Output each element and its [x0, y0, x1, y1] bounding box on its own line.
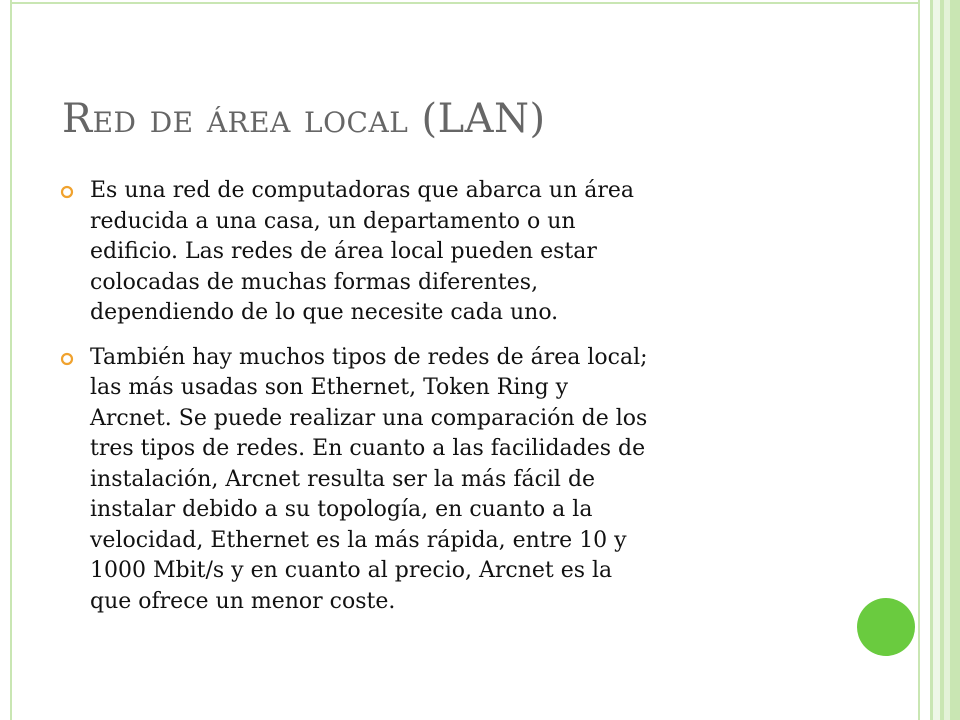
bullet-ring-icon	[60, 185, 74, 199]
bullet-line: instalación, Arcnet resulta ser la más fácil de	[90, 466, 596, 492]
slide-title: Red de área local (LAN)	[62, 96, 546, 142]
bullet-line: colocadas de muchas formas diferentes,	[90, 269, 539, 295]
bullet-line: 1000 Mbit/s y en cuanto al precio, Arcnet es la	[90, 558, 613, 583]
frame-top-line	[10, 2, 918, 4]
bullet-line: tres tipos de redes. En cuanto a las facilidades de	[90, 436, 646, 461]
slide-body	[60, 176, 820, 631]
bullet-item	[60, 176, 820, 329]
decorative-green-circle	[857, 598, 915, 656]
bullet-text	[90, 176, 820, 329]
bullet-line: instalar debido a su topología, en cuanto a la	[90, 497, 593, 522]
bullet-line: dependiendo de lo que necesite cada uno.	[90, 300, 559, 325]
bullet-line: reducida a una casa, un departamento o un	[90, 208, 576, 234]
bullet-line: las más usadas son Ethernet, Token Ring y	[90, 375, 569, 400]
bullet-line: velocidad, Ethernet es la más rápida, entre 10 y	[90, 527, 627, 553]
bullet-line: Arcnet. Se puede realizar una comparación de los	[90, 405, 648, 431]
bullet-line: que ofrece un menor coste.	[90, 588, 396, 614]
decorative-stripe	[920, 0, 930, 720]
frame-left-line	[10, 0, 12, 720]
decorative-stripe	[933, 0, 940, 720]
bullet-text	[90, 343, 820, 618]
bullet-line: También hay muchos tipos de redes de área local;	[90, 344, 648, 370]
bullet-ring-icon	[60, 352, 74, 366]
bullet-item	[60, 343, 820, 618]
bullet-line: edificio. Las redes de área local pueden estar	[90, 239, 597, 264]
decorative-stripe	[950, 0, 960, 720]
bullet-line: Es una red de computadoras que abarca un área	[90, 178, 635, 203]
